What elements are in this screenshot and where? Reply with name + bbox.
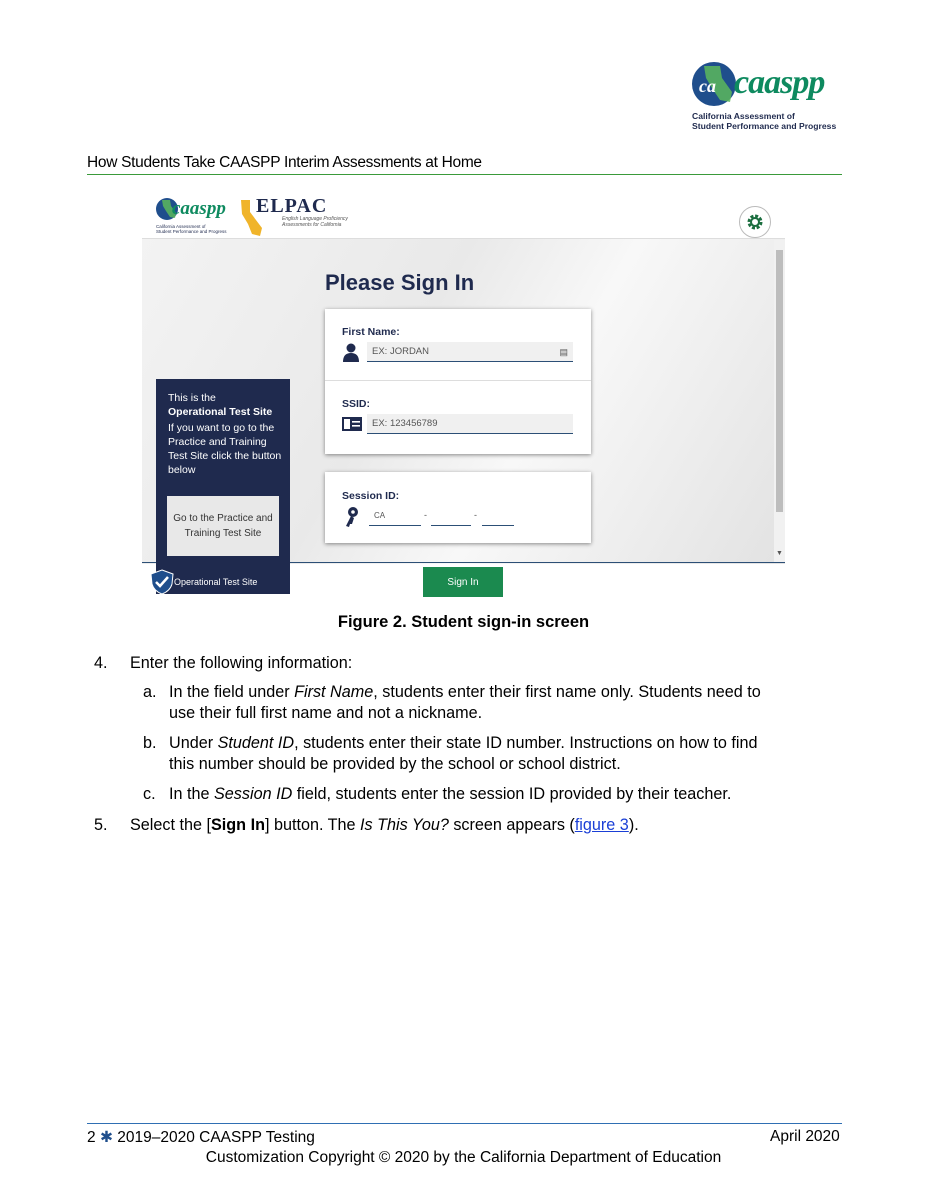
footer-date: April 2020 <box>770 1128 840 1145</box>
scrollbar-thumb[interactable] <box>776 250 783 512</box>
operational-badge-label: Operational Test Site <box>174 577 258 587</box>
figure-3-link[interactable]: figure 3 <box>574 816 629 834</box>
card-divider <box>325 380 591 381</box>
gear-icon <box>745 212 765 232</box>
elpac-header-logo: ELPAC English Language Proficiency Assessments for California <box>238 194 348 238</box>
session-card: Session ID: CA - - <box>325 472 591 543</box>
operational-site-panel: This is the Operational Test Site If you want to go to the Practice and Training Test Site click the button below Go to the Practice and Training Test Site Operational Test Site <box>156 379 290 594</box>
signin-button[interactable]: Sign In <box>423 567 503 597</box>
settings-button[interactable] <box>739 206 771 238</box>
caaspp-logo <box>688 58 848 132</box>
running-head: How Students Take CAASPP Interim Assessments at Home <box>87 154 482 171</box>
asterisk-icon: ✱ <box>99 1129 113 1146</box>
step-4b: Under Student ID, students enter their state ID number. Instructions on how to find this number should be provided by the school or school district. <box>169 734 758 773</box>
id-card-icon: ▤ <box>559 347 568 357</box>
name-ssid-card <box>325 309 591 454</box>
practice-site-button[interactable]: Go to the Practice and Training Test Site <box>167 496 279 556</box>
footer-rule <box>87 1123 842 1124</box>
footer-left: 2 ✱ 2019–2020 CAASPP Testing <box>87 1129 315 1146</box>
logo-subtitle: California Assessment of Student Performance and Progress <box>692 111 837 131</box>
svg-text:ca: ca <box>699 76 716 96</box>
header-rule <box>87 174 842 175</box>
shield-check-icon <box>150 569 174 595</box>
logo-wordmark: caaspp <box>734 64 825 101</box>
signin-screenshot <box>142 190 787 600</box>
session-id-part2-input[interactable] <box>431 506 471 526</box>
key-icon <box>344 506 360 528</box>
signin-title: Please Sign In <box>325 270 475 295</box>
panel-instructions: If you want to go to the Practice and Training Test Site click the button below <box>168 422 282 476</box>
id-badge-icon <box>342 417 362 431</box>
footer-copyright: Customization Copyright © 2020 by the California Department of Education <box>205 1149 722 1166</box>
caaspp-header-logo: caaspp California Assessment of Student Performance and Progress <box>156 198 227 234</box>
step-4-text: Enter the following information: <box>130 654 353 672</box>
step-5: Select the [Sign In] button. The Is This You? screen appears (figure 3). <box>130 816 639 834</box>
ssid-label: SSID: <box>342 398 371 410</box>
session-id-part3-input[interactable] <box>482 506 514 526</box>
first-name-input[interactable]: EX: JORDAN ▤ <box>367 342 573 362</box>
ssid-input[interactable]: EX: 123456789 <box>367 414 573 434</box>
session-id-label: Session ID: <box>342 490 400 502</box>
person-icon <box>342 343 360 363</box>
step-4a: In the field under First Name, students enter their first name only. Students need to use their full first name and not a nickname. <box>169 683 761 722</box>
first-name-label: First Name: <box>342 326 400 338</box>
figure-caption: Figure 2. Student sign-in screen <box>337 613 590 631</box>
session-id-prefix-input[interactable]: CA <box>369 506 421 526</box>
scroll-down-icon[interactable]: ▼ <box>776 550 783 557</box>
step-4c: In the Session ID field, students enter the session ID provided by their teacher. <box>169 785 732 803</box>
